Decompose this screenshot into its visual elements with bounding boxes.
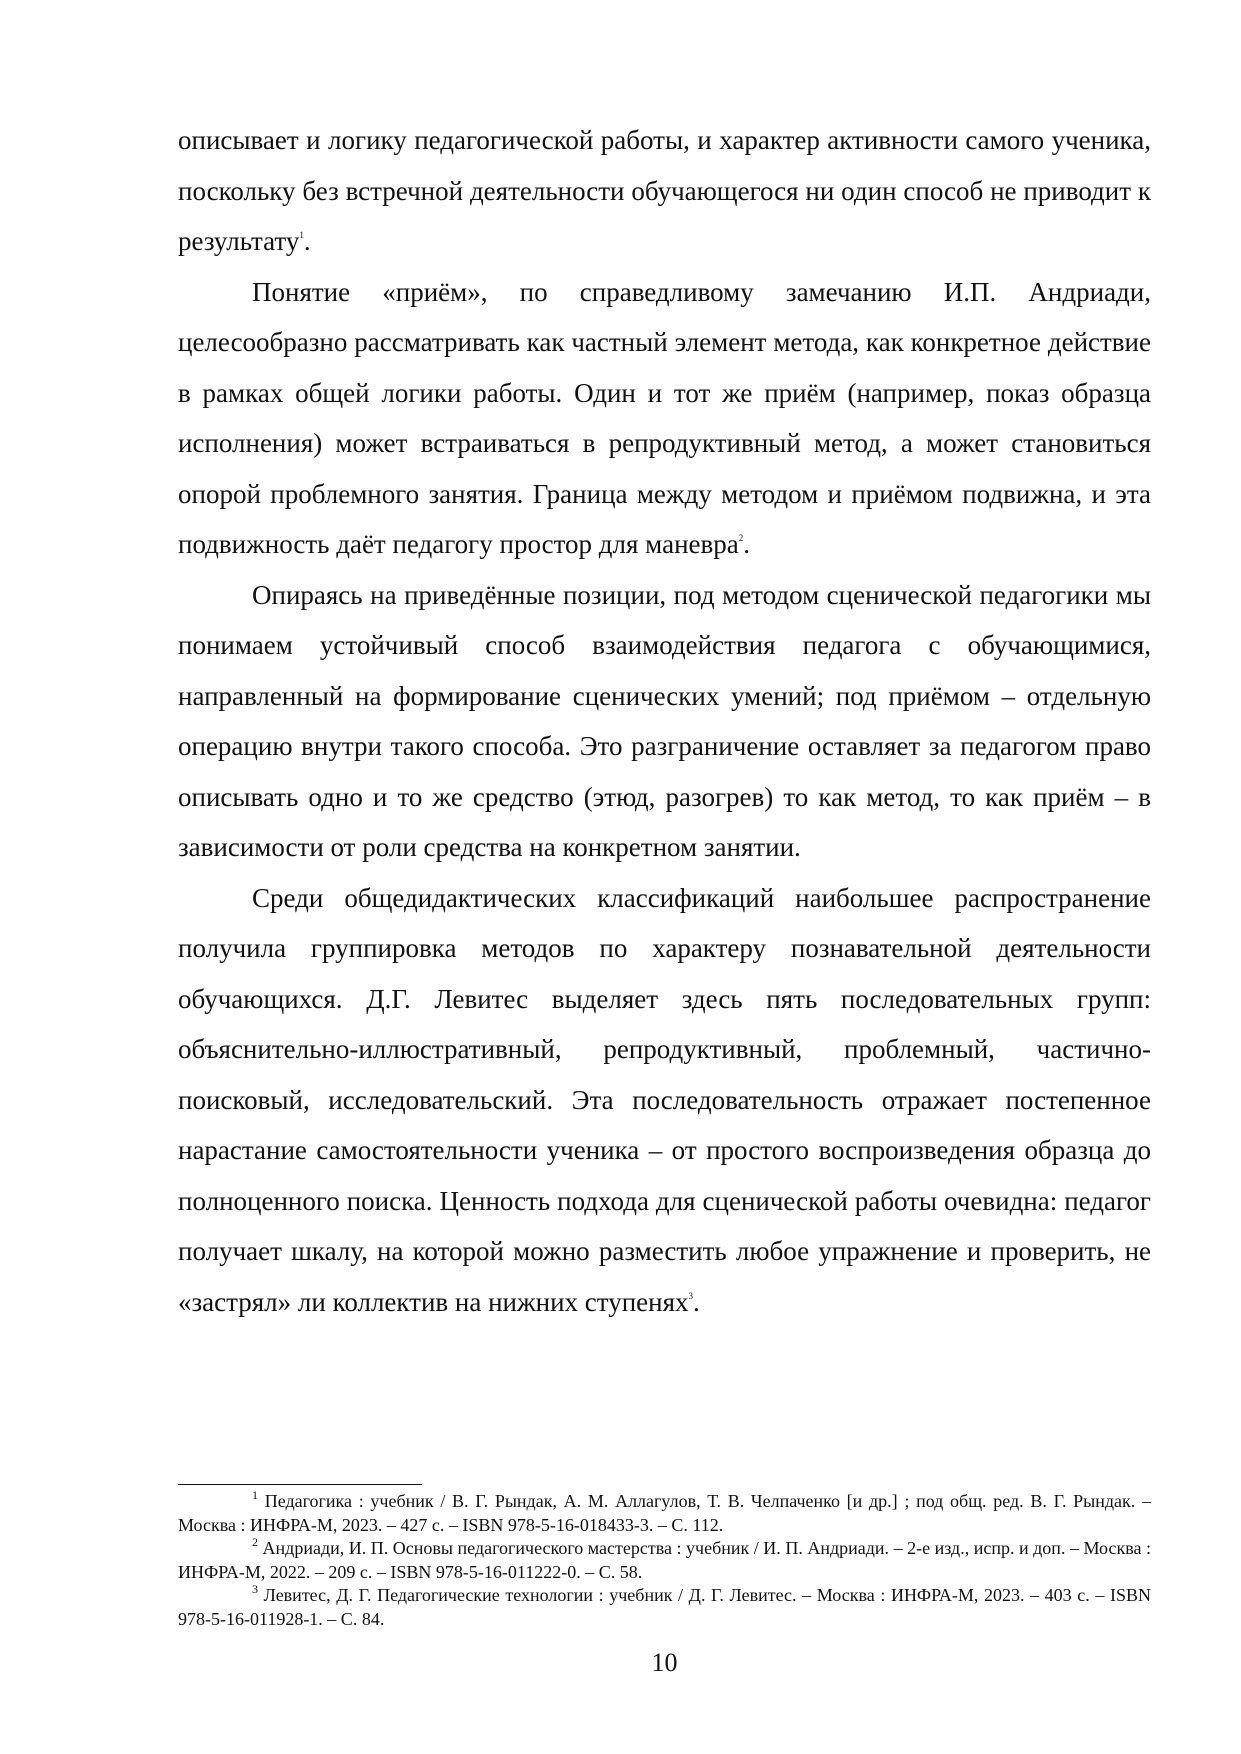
body-text	[178, 115, 1151, 1327]
paragraph-2	[178, 267, 1151, 570]
footnote-1	[178, 1490, 1151, 1537]
footnote-text: Педагогика : учебник / В. Г. Рындак, А. М. Аллагулов, Т. В. Челпаченко [и др.] ; под общ. ред. В. Г. Рындак. – Москва : ИНФРА-М, 2023. – 427 с. – ISBN 978-5-16-018433-3. – С. 112.	[178, 1491, 1151, 1535]
footnote-text: Левитес, Д. Г. Педагогические технологии : учебник / Д. Г. Левитес. – Москва : ИНФРА-М, 2023. – 403 с. – ISBN 978-5-16-011928-1. – С. 84.	[178, 1585, 1151, 1629]
footnote-ref[interactable]: 3	[688, 1290, 694, 1301]
paragraph-3	[178, 570, 1151, 873]
paragraph-1	[178, 115, 1151, 267]
footnote-text: Андриади, И. П. Основы педагогического мастерства : учебник / И. П. Андриади. – 2-е изд., испр. и доп. – Москва : ИНФРА-М, 2022. – 209 с. – ISBN 978-5-16-011222-0. – С. 58.	[178, 1538, 1152, 1582]
paragraph-text: Опираясь на приведённые позиции, под методом сценической педагогики мы понимаем устойчивый способ взаимодействия педагога с обучающимися, направленный на формирование сценических умений; под приёмом – отдельную операцию внутри такого способа. Это разграничение оставляет за педагогом право описывать одно и то же средство (этюд, разогрев) то как метод, то как приём – в зависимости от роли средства на конкретном занятии.	[178, 579, 1151, 862]
paragraph-text: Среди общедидактических классификаций наибольшее распространение получила группировка методов по характеру познавательной деятельности обучающихся. Д.Г. Левитес выделяет здесь пять последовательных групп: объяснительно-иллюстративный, репродуктивный, проблемный, частично-поисковый, исследовательский. Эта последовательность отражает постепенное нарастание самостоятельности ученика – от простого воспроизведения образца до полноценного поиска. Ценность подхода для сценической работы очевидна: педагог получает шкалу, на которой можно разместить любое упражнение и проверить, не «застрял» ли коллектив на нижних ступенях	[178, 882, 1151, 1317]
paragraph-tail: .	[743, 529, 750, 559]
paragraph-4	[178, 873, 1151, 1328]
footnote-ref[interactable]: 2	[738, 533, 744, 543]
paragraph-text: Понятие «приём», по справедливому замечанию И.П. Андриади, целесообразно рассматривать как частный элемент метода, как конкретное действие в рамках общей логики работы. Один и тот же приём (например, показ образца исполнения) может встраиваться в репродуктивный метод, а может становиться опорой проблемного занятия. Граница между методом и приёмом подвижна, и эта подвижность даёт педагогу простор для маневра	[178, 276, 1151, 559]
footnote-2	[178, 1537, 1151, 1584]
footnote-number: 1	[252, 1488, 258, 1502]
paragraph-tail: .	[693, 1286, 700, 1317]
footnote-separator	[178, 1484, 422, 1485]
footnote-3	[178, 1584, 1151, 1631]
paragraph-tail: .	[303, 226, 311, 256]
footnote-number: 3	[252, 1582, 258, 1596]
footnotes	[178, 1490, 1151, 1631]
footnote-number: 2	[252, 1535, 258, 1549]
footnote-ref[interactable]: 1	[299, 230, 304, 240]
document-page	[178, 0, 1151, 1754]
paragraph-text: описывает и логику педагогической работы, и характер активности самого ученика, поскольку без встречной деятельности обучающегося ни один способ не приводит к результату	[178, 125, 1151, 256]
page-number: 10	[651, 1648, 678, 1677]
